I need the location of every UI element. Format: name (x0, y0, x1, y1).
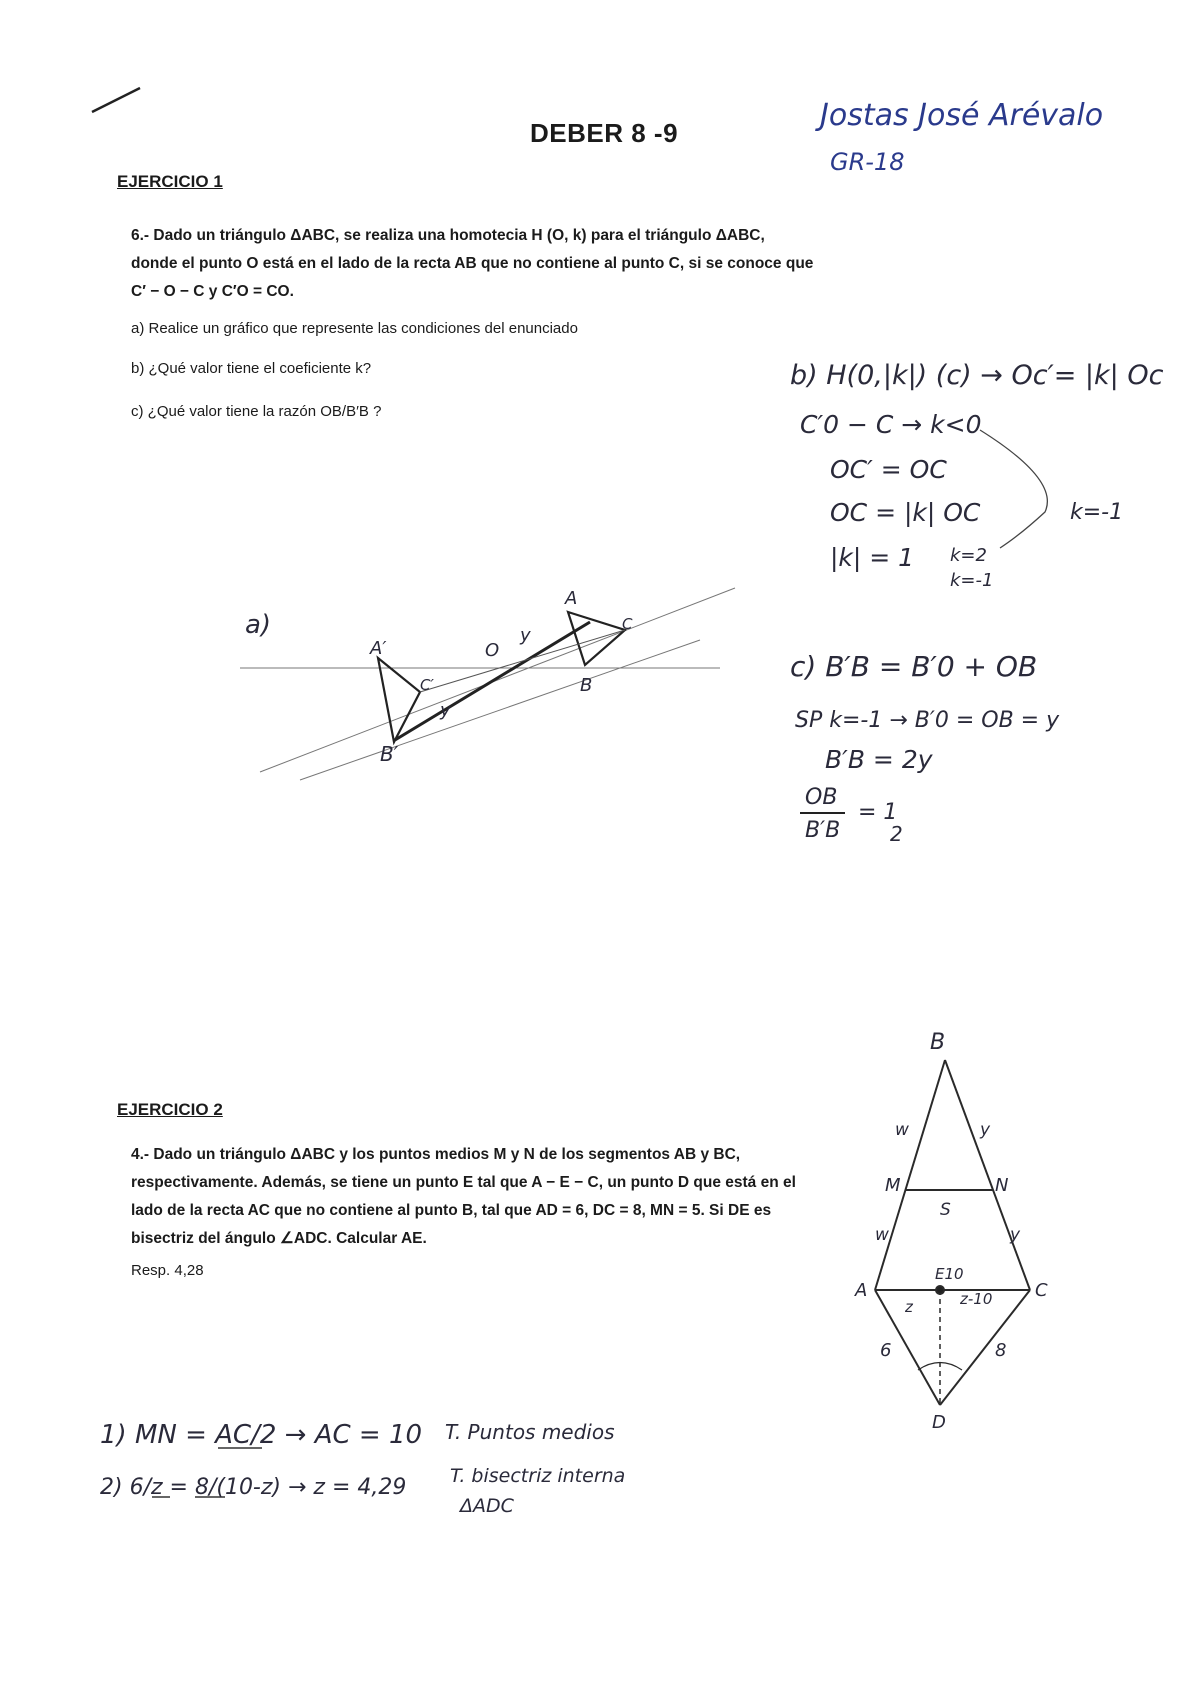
exercise1-question-b: b) ¿Qué valor tiene el coeficiente k? (131, 360, 372, 377)
work-b-line3: OC′ = OC (830, 455, 947, 484)
fig2-label-z-rest: z-10 (960, 1290, 993, 1308)
exercise2-response: Resp. 4,28 (131, 1262, 204, 1279)
fig2-label-DC: 8 (995, 1340, 1007, 1361)
work-c-line3: B′B = 2y (825, 745, 933, 774)
fig2-label-y1: y (980, 1120, 991, 1140)
student-group: GR-18 (830, 148, 905, 176)
fig2-label-y2: y (1010, 1225, 1021, 1245)
work-c-numerator: OB (805, 785, 838, 810)
work-b-line2: C′0 − C → k<0 (800, 410, 982, 439)
fig1-label-C: C (622, 615, 633, 633)
work-b-line5: |k| = 1 (830, 543, 915, 572)
work2-line1: 1) MN = AC/2 → AC = 10 (100, 1420, 423, 1450)
fig1-label-C-prime: C′ (420, 676, 434, 694)
work-c-line2: SP k=-1 → B′0 = OB = y (795, 708, 1060, 733)
work-c-equals: = 1 (858, 800, 898, 825)
fig1-label-O: O (485, 640, 500, 661)
exercise2-statement-line3: lado de la recta AC que no contiene al punto B, tal que AD = 6, DC = 8, MN = 5. Si DE es (131, 1202, 772, 1219)
fig1-label-A-prime: A′ (370, 638, 387, 659)
work2-line2: 2) 6/z = 8/(10-z) → z = 4,29 (100, 1475, 407, 1500)
fig2-label-D: D (932, 1412, 946, 1433)
fig1-label-y1: y (520, 625, 531, 646)
fig2-label-B: B (930, 1030, 946, 1055)
fig2-label-w2: w (875, 1225, 889, 1245)
fig2-label-A: A (855, 1280, 868, 1301)
fig2-label-E: E10 (935, 1265, 964, 1283)
exercise2-statement-line2: respectivamente. Además, se tiene un punto E tal que A − E − C, un punto D que está en el (131, 1174, 796, 1191)
fig1-label-y2: y (440, 700, 451, 721)
fig2-label-C: C (1035, 1280, 1048, 1301)
exercise2-statement-line1: 4.- Dado un triángulo ΔABC y los puntos medios M y N de los segmentos AB y BC, (131, 1146, 741, 1163)
work-b-k2: k=2 (950, 545, 987, 566)
work2-triangle: ΔADC (460, 1495, 514, 1517)
fig1-label-B-prime: B′ (380, 742, 399, 766)
work-b-line1: b) H(0,|k|) (c) → Oc′= |k| Oc (790, 360, 1164, 391)
fig2-label-AD: 6 (880, 1340, 892, 1361)
fig2-label-S: S (940, 1200, 951, 1220)
fig2-label-N: N (995, 1175, 1009, 1196)
triangle-bisector-figure (875, 1060, 1030, 1405)
page-title: DEBER 8 -9 (530, 118, 679, 148)
work-c-denominator: B′B (805, 818, 841, 843)
exercise2-statement-line4: bisectriz del ángulo ∠ADC. Calcular AE. (131, 1230, 427, 1247)
work-c-den2: 2 (890, 822, 903, 846)
work-b-k-1: k=-1 (950, 570, 994, 591)
fig1-label-B: B (580, 675, 593, 696)
work-b-line4: OC = |k| OC (830, 498, 981, 527)
fig2-label-z: z (905, 1298, 913, 1316)
exercise1-statement-line2: donde el punto O está en el lado de la recta AB que no contiene al punto C, si se conoce que (131, 255, 814, 272)
exercise2-statement (131, 1141, 891, 1253)
student-name: Jostas José Arévalo (820, 98, 1104, 133)
exercise2-heading: EJERCICIO 2 (117, 1100, 223, 1119)
fig1-part-label: a) (245, 610, 272, 640)
homothety-figure (240, 588, 735, 780)
fig2-label-M: M (885, 1175, 901, 1196)
exercise1-statement (131, 222, 891, 306)
work-c-line1: c) B′B = B′0 + OB (790, 650, 1038, 683)
work2-theorem1: T. Puntos medios (445, 1420, 615, 1444)
exercise1-heading: EJERCICIO 1 (117, 172, 223, 191)
work2-theorem2: T. bisectriz interna (450, 1465, 626, 1487)
exercise1-statement-line3: C′ − O − C y C′O = CO. (131, 283, 294, 300)
exercise1-statement-line1: 6.- Dado un triángulo ΔABC, se realiza una homotecia H (O, k) para el triángulo ΔABC, (131, 227, 765, 244)
fig2-label-w1: w (895, 1120, 909, 1140)
exercise1-question-c: c) ¿Qué valor tiene la razón OB/B′B ? (131, 403, 382, 420)
work-b-result: k=-1 (1070, 500, 1124, 525)
exercise1-question-a: a) Realice un gráfico que represente las condiciones del enunciado (131, 320, 578, 337)
fig1-label-A: A (565, 588, 578, 609)
